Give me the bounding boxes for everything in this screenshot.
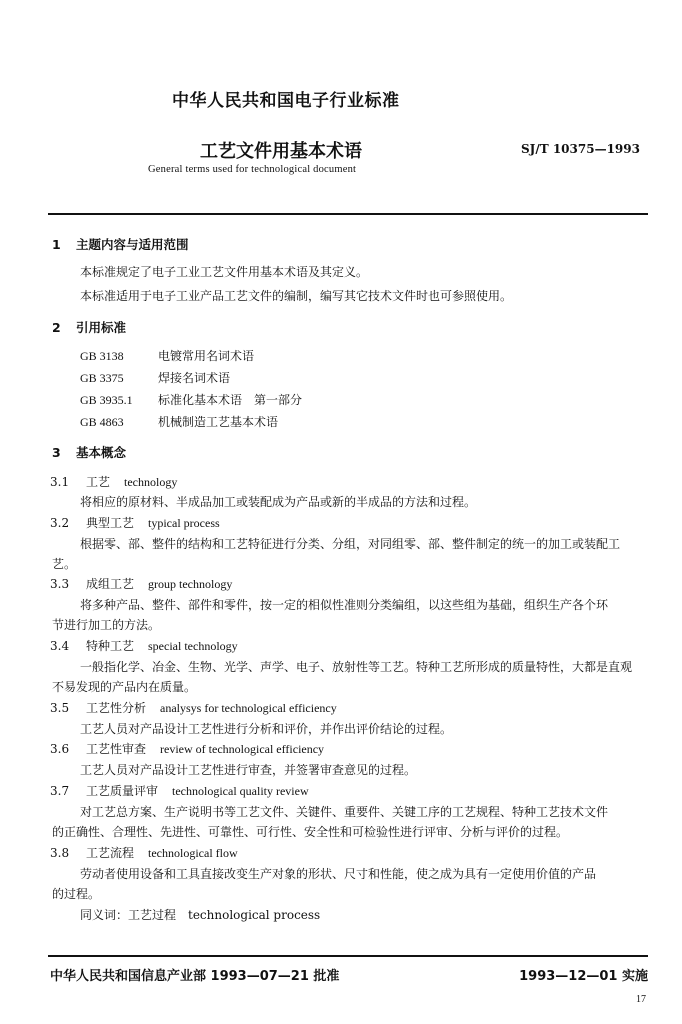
section-3-heading <box>52 443 126 461</box>
term-english: technological quality review <box>172 784 309 798</box>
term-definition: 艺。 <box>52 557 77 571</box>
reference-item <box>80 413 278 430</box>
term-definition: 工艺人员对产品设计工艺性进行分析和评价，并作出评价结论的过程。 <box>80 722 453 736</box>
term-chinese: 特种工艺 <box>86 639 135 653</box>
document-title-chinese: 工艺文件用基本术语 <box>200 141 362 162</box>
term-chinese: 成组工艺 <box>86 577 135 591</box>
term-definition: 不易发现的产品内在质量。 <box>52 680 197 694</box>
term-heading <box>50 699 337 716</box>
term-chinese: 典型工艺 <box>86 516 135 530</box>
reference-code: GB 4863 <box>80 415 124 429</box>
term-english: technology <box>124 475 178 489</box>
page-number: 17 <box>636 994 646 1005</box>
reference-code: GB 3935.1 <box>80 393 133 407</box>
term-definition: 将多种产品、整件、部件和零件，按一定的相似性准则分类编组，以这些组为基础，组织生产各个环 <box>80 598 609 612</box>
section-number: 3 <box>52 445 61 460</box>
term-english: review of technological efficiency <box>160 742 325 756</box>
term-chinese: 工艺性分析 <box>86 701 147 715</box>
footer-divider <box>48 955 648 957</box>
paragraph: 本标准适用于电子工业产品工艺文件的编制，编写其它技术文件时也可参照使用。 <box>80 289 513 303</box>
term-definition: 工艺人员对产品设计工艺性进行审查，并签署审查意见的过程。 <box>80 763 417 777</box>
term-heading <box>50 740 324 757</box>
term-english: typical process <box>148 516 220 530</box>
term-number: 3.1 <box>50 475 70 489</box>
section-number: 1 <box>52 237 61 252</box>
term-english: group technology <box>148 577 233 591</box>
section-title: 基本概念 <box>76 445 127 460</box>
term-heading <box>50 514 220 531</box>
implementation-date: 1993—12—01 实施 <box>519 969 648 984</box>
term-english: technological flow <box>148 846 238 860</box>
term-definition: 的正确性、合理性、先进性、可靠性、可行性、安全性和可检验性进行评审、分析与评价的过程。 <box>52 825 569 839</box>
reference-item <box>80 347 254 364</box>
standard-number: SJ/T 10375—1993 <box>521 142 640 156</box>
term-definition: 根据零、部、整件的结构和工艺特征进行分类、分组，对同组零、部、整件制定的统一的加工或装配工 <box>80 537 621 551</box>
reference-code: GB 3375 <box>80 371 124 385</box>
term-chinese: 工艺 <box>86 475 111 489</box>
approval-date: 中华人民共和国信息产业部 1993—07—21 批准 <box>50 969 340 984</box>
term-heading <box>50 637 238 654</box>
reference-item <box>80 391 302 408</box>
term-definition: 节进行加工的方法。 <box>52 618 161 632</box>
reference-name: 标准化基本术语 第一部分 <box>158 393 303 407</box>
term-chinese: 工艺质量评审 <box>86 784 159 798</box>
term-number: 3.8 <box>50 846 70 860</box>
paragraph: 本标准规定了电子工业工艺文件用基本术语及其定义。 <box>80 265 369 279</box>
term-number: 3.5 <box>50 701 70 715</box>
term-definition: 一般指化学、冶金、生物、光学、声学、电子、放射性等工艺。特种工艺所形成的质量特性，大都是直观 <box>80 660 633 674</box>
reference-name: 焊接名词术语 <box>158 371 231 385</box>
header-divider <box>48 213 648 215</box>
term-chinese: 工艺性审查 <box>86 742 147 756</box>
synonym-note: 同义词：工艺过程 technological process <box>80 908 321 922</box>
term-number: 3.4 <box>50 639 70 653</box>
reference-item <box>80 369 230 386</box>
reference-name: 电镀常用名词术语 <box>158 349 255 363</box>
term-definition: 将相应的原材料、半成品加工或装配成为产品或新的半成品的方法和过程。 <box>80 495 477 509</box>
term-english: special technology <box>148 639 238 653</box>
section-title: 引用标准 <box>76 320 127 335</box>
section-2-heading <box>52 318 126 336</box>
issuing-authority-heading: 中华人民共和国电子行业标准 <box>172 91 400 111</box>
section-number: 2 <box>52 320 61 335</box>
document-title-english: General terms used for technological document <box>148 164 357 175</box>
term-definition: 对工艺总方案、生产说明书等工艺文件、关键件、重要件、关键工序的工艺规程、特种工艺技术文件 <box>80 805 609 819</box>
term-number: 3.6 <box>50 742 70 756</box>
term-number: 3.7 <box>50 784 70 798</box>
section-title: 主题内容与适用范围 <box>76 237 189 252</box>
term-number: 3.2 <box>50 516 70 530</box>
term-english: analysys for technological efficiency <box>160 701 337 715</box>
term-chinese: 工艺流程 <box>86 846 135 860</box>
reference-code: GB 3138 <box>80 349 124 363</box>
term-definition: 劳动者使用设备和工具直接改变生产对象的形状、尺寸和性能，使之成为具有一定使用价值的产品 <box>80 867 597 881</box>
term-heading <box>50 782 309 799</box>
term-heading <box>50 575 232 592</box>
section-1-heading <box>52 235 189 253</box>
term-heading <box>50 473 177 490</box>
term-number: 3.3 <box>50 577 70 591</box>
term-heading <box>50 844 238 861</box>
term-definition: 的过程。 <box>52 887 101 901</box>
reference-name: 机械制造工艺基本术语 <box>158 415 279 429</box>
